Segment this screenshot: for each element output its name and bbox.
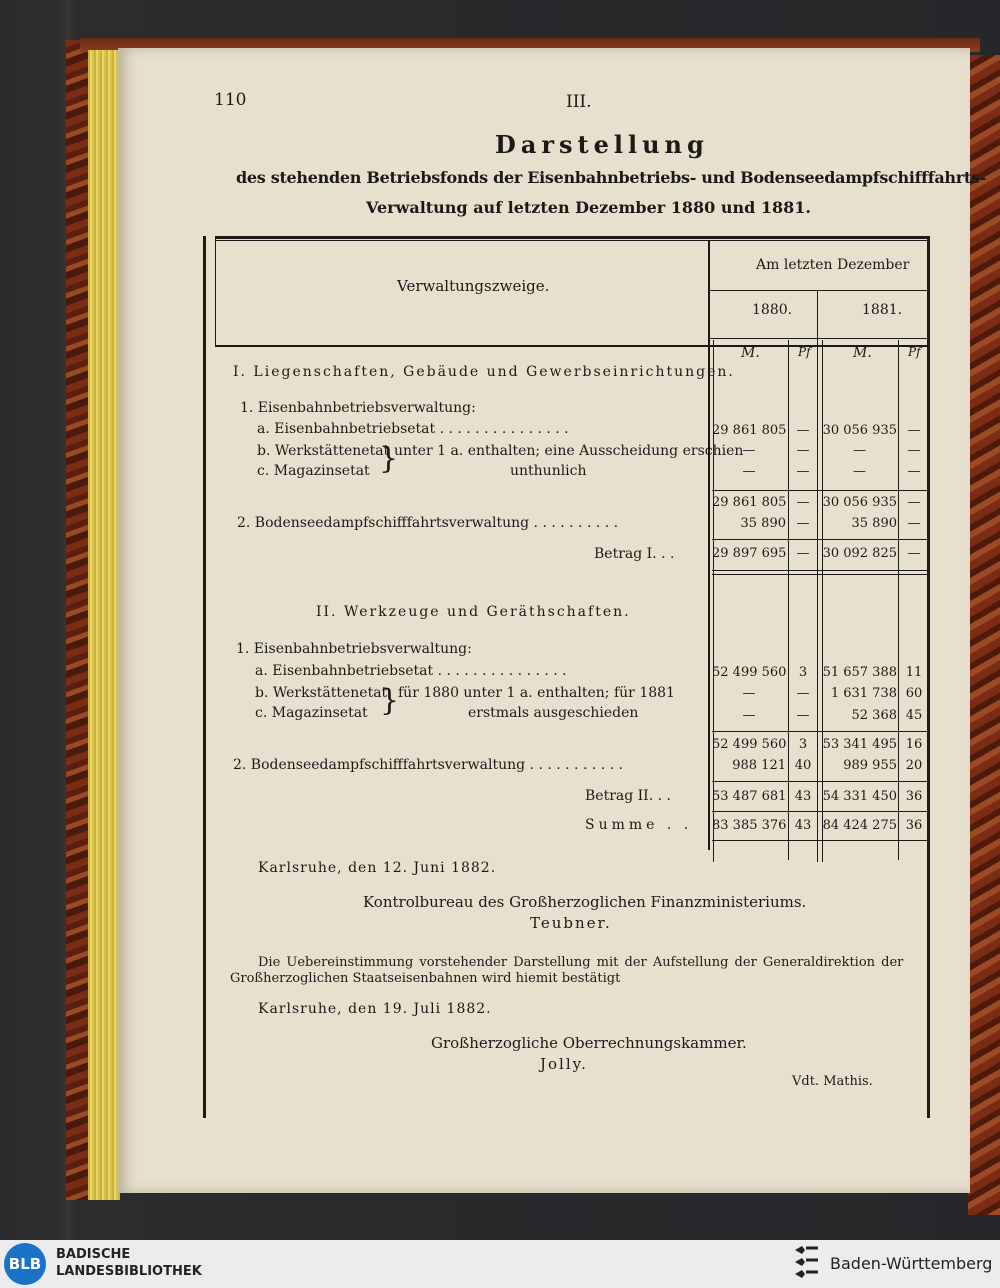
cell-r7-m1880: 52 499 560: [712, 665, 787, 680]
year-1881: 1881.: [862, 302, 903, 318]
cell-r3-m1880: —: [742, 464, 756, 479]
total-1-top-rule: [712, 539, 930, 540]
section-2-title: II. Werkzeuge und Geräthschaften.: [316, 604, 631, 620]
cell-r3-pf1881: —: [907, 464, 921, 479]
cell-r12-m1881: 54 331 450: [822, 789, 897, 804]
state-name[interactable]: Baden-Württemberg: [830, 1254, 993, 1273]
cell-r6-m1880: 29 897 695: [712, 546, 787, 561]
cell-r8-m1881: 1 631 738: [830, 686, 897, 701]
cell-r9-m1880: —: [742, 708, 756, 723]
cell-r1-m1880: 29 861 805: [712, 423, 787, 438]
section-1-row-b: b. Werkstättenetat: [257, 443, 390, 459]
section-1-row-a: a. Eisenbahnbetriebsetat . . . . . . . . . . . . . . .: [257, 421, 569, 437]
table-header-left-line: [215, 236, 216, 346]
section-2-head: 1. Eisenbahnbetriebsverwaltung:: [236, 641, 472, 657]
col-line-1881: [817, 290, 818, 862]
col-line-pf1-left: [788, 340, 789, 860]
cell-r3-pf1880: —: [796, 464, 810, 479]
total-1-double-rule: [712, 574, 930, 575]
unit-mark-2: M.: [853, 345, 872, 361]
chamber-name: Großherzogliche Oberrechnungskammer.: [431, 1034, 747, 1052]
grand-total-rule: [712, 840, 930, 841]
cell-r5-pf1881: —: [907, 516, 921, 531]
col-line-1881-inner: [822, 340, 823, 862]
cell-r8-pf1880: —: [796, 686, 810, 701]
cell-r6-pf1881: —: [907, 546, 921, 561]
section-2-row-a: a. Eisenbahnbetriebsetat . . . . . . . . . . . . . . .: [255, 663, 567, 679]
cell-r6-m1881: 30 092 825: [822, 546, 897, 561]
section-1-total: Betrag I. . .: [594, 546, 675, 562]
cell-r5-m1880: 35 890: [740, 516, 786, 531]
section-2-boden: 2. Bodenseedampfschifffahrtsverwaltung . . . . . . . . . . .: [233, 757, 624, 773]
signatory-2: Jolly.: [540, 1055, 588, 1073]
section-1-brace: }: [379, 441, 399, 476]
section-2-brace: }: [380, 683, 400, 718]
section-1-head: 1. Eisenbahnbetriebsverwaltung:: [240, 400, 476, 416]
cell-r12-pf1881: 36: [905, 789, 923, 804]
section-2-row-b: b. Werkstättenetat: [255, 685, 388, 701]
cell-r4-m1880: 29 861 805: [712, 495, 787, 510]
cell-r10-m1880: 52 499 560: [712, 737, 787, 752]
unit-mark-1: M.: [741, 345, 760, 361]
cell-r9-m1881: 52 368: [851, 708, 897, 723]
cell-r11-m1880: 988 121: [732, 758, 786, 773]
cell-r2-pf1880: —: [796, 443, 810, 458]
cell-r13-pf1880: 43: [794, 818, 812, 833]
section-1-row-c: c. Magazinsetat: [257, 463, 370, 479]
total-1-bottom-rule: [712, 570, 930, 571]
cell-r4-pf1880: —: [796, 495, 810, 510]
cell-r5-m1881: 35 890: [851, 516, 897, 531]
cell-r4-pf1881: —: [907, 495, 921, 510]
book-cover-right: [968, 55, 1000, 1215]
years-rule: [710, 338, 930, 339]
section-1-boden: 2. Bodenseedampfschifffahrtsverwaltung . . . . . . . . . .: [237, 515, 619, 531]
cell-r1-pf1881: —: [907, 423, 921, 438]
signatory-1: Teubner.: [530, 914, 612, 932]
col-line-label: [708, 240, 710, 850]
col-head-branches: Verwaltungszweige.: [397, 277, 550, 295]
unit-pf-2: Pf: [908, 345, 921, 359]
cell-r12-pf1880: 43: [794, 789, 812, 804]
page-edges: [88, 50, 120, 1200]
cell-r7-pf1881: 11: [905, 665, 923, 680]
bureau-name: Kontrolbureau des Großherzoglichen Finanzministeriums.: [363, 893, 807, 911]
confirmation-line-1: Die Uebereinstimmung vorstehender Darstellung mit der Aufstellung der Generaldirektion der: [258, 955, 904, 970]
book-page: [118, 48, 970, 1193]
col-line-pf2-left: [898, 340, 899, 860]
place-date-2: Karlsruhe, den 19. Juli 1882.: [258, 1001, 492, 1017]
cell-r9-pf1881: 45: [905, 708, 923, 723]
subtitle-line-1: des stehenden Betriebsfonds der Eisenbahnbetriebs- und Bodenseedampfschifffahrts-: [236, 168, 987, 187]
table-border-left: [203, 236, 206, 1118]
cell-r11-pf1880: 40: [794, 758, 812, 773]
page-number: 110: [214, 90, 247, 110]
confirmation-line-2: Großherzoglichen Staatseisenbahnen wird hiemit bestätigt: [230, 971, 621, 986]
table-border-top: [215, 236, 930, 239]
subtotal-rule-2: [712, 731, 930, 732]
cell-r1-pf1880: —: [796, 423, 810, 438]
subtitle-line-2: Verwaltung auf letzten Dezember 1880 und 1881.: [366, 198, 811, 217]
place-date-1: Karlsruhe, den 12. Juni 1882.: [258, 860, 497, 876]
col-head-date: Am letzten Dezember: [756, 257, 910, 273]
unit-pf-1: Pf: [798, 345, 811, 359]
blb-logo[interactable]: BLB: [4, 1243, 46, 1285]
section-1-note-1: unter 1 a. enthalten; eine Ausscheidung erschien: [394, 443, 744, 459]
cell-r13-pf1881: 36: [905, 818, 923, 833]
cell-r10-m1881: 53 341 495: [822, 737, 897, 752]
col-line-label-inner: [713, 340, 714, 862]
cell-r7-pf1880: 3: [798, 665, 808, 680]
section-1-title: I. Liegenschaften, Gebäude und Gewerbseinrichtungen.: [233, 364, 735, 380]
cell-r8-pf1881: 60: [905, 686, 923, 701]
cell-r2-m1880: —: [742, 443, 756, 458]
library-name-line-1: BADISCHE: [56, 1247, 131, 1262]
cell-r7-m1881: 51 657 388: [822, 665, 897, 680]
section-2-row-c: c. Magazinsetat: [255, 705, 368, 721]
state-coat-of-arms-icon: [792, 1244, 822, 1284]
cell-r3-m1881: —: [853, 464, 866, 479]
cell-r4-m1881: 30 056 935: [822, 495, 897, 510]
section-number: III.: [566, 92, 592, 112]
cell-r10-pf1880: 3: [798, 737, 808, 752]
cell-r13-m1880: 83 385 376: [712, 818, 787, 833]
cell-r11-m1881: 989 955: [843, 758, 897, 773]
cell-r12-m1880: 53 487 681: [712, 789, 787, 804]
section-2-note-1: für 1880 unter 1 a. enthalten; für 1881: [398, 685, 675, 701]
total-2-bottom-rule: [712, 811, 930, 812]
page-title: Darstellung: [495, 130, 709, 159]
cell-r6-pf1880: —: [796, 546, 810, 561]
date-header-rule: [710, 290, 930, 291]
section-2-total: Betrag II. . .: [585, 788, 671, 804]
library-name-line-2: LANDESBIBLIOTHEK: [56, 1264, 202, 1279]
cell-r5-pf1880: —: [796, 516, 810, 531]
cell-r2-m1881: —: [853, 443, 866, 458]
cell-r10-pf1881: 16: [905, 737, 923, 752]
cell-r13-m1881: 84 424 275: [822, 818, 897, 833]
cell-r1-m1881: 30 056 935: [822, 423, 897, 438]
cell-r8-m1880: —: [742, 686, 756, 701]
year-1880: 1880.: [752, 302, 793, 318]
total-2-top-rule: [712, 781, 930, 782]
section-2-note-2: erstmals ausgeschieden: [468, 705, 639, 721]
cell-r11-pf1881: 20: [905, 758, 923, 773]
subtotal-rule-1: [712, 490, 930, 491]
section-1-note-2: unthunlich: [510, 463, 587, 479]
grand-total-label: Summe . .: [585, 817, 693, 833]
cell-r9-pf1880: —: [796, 708, 810, 723]
vidit-note: Vdt. Mathis.: [792, 1074, 873, 1089]
cell-r2-pf1881: —: [907, 443, 921, 458]
table-border-top-inner: [215, 240, 930, 241]
